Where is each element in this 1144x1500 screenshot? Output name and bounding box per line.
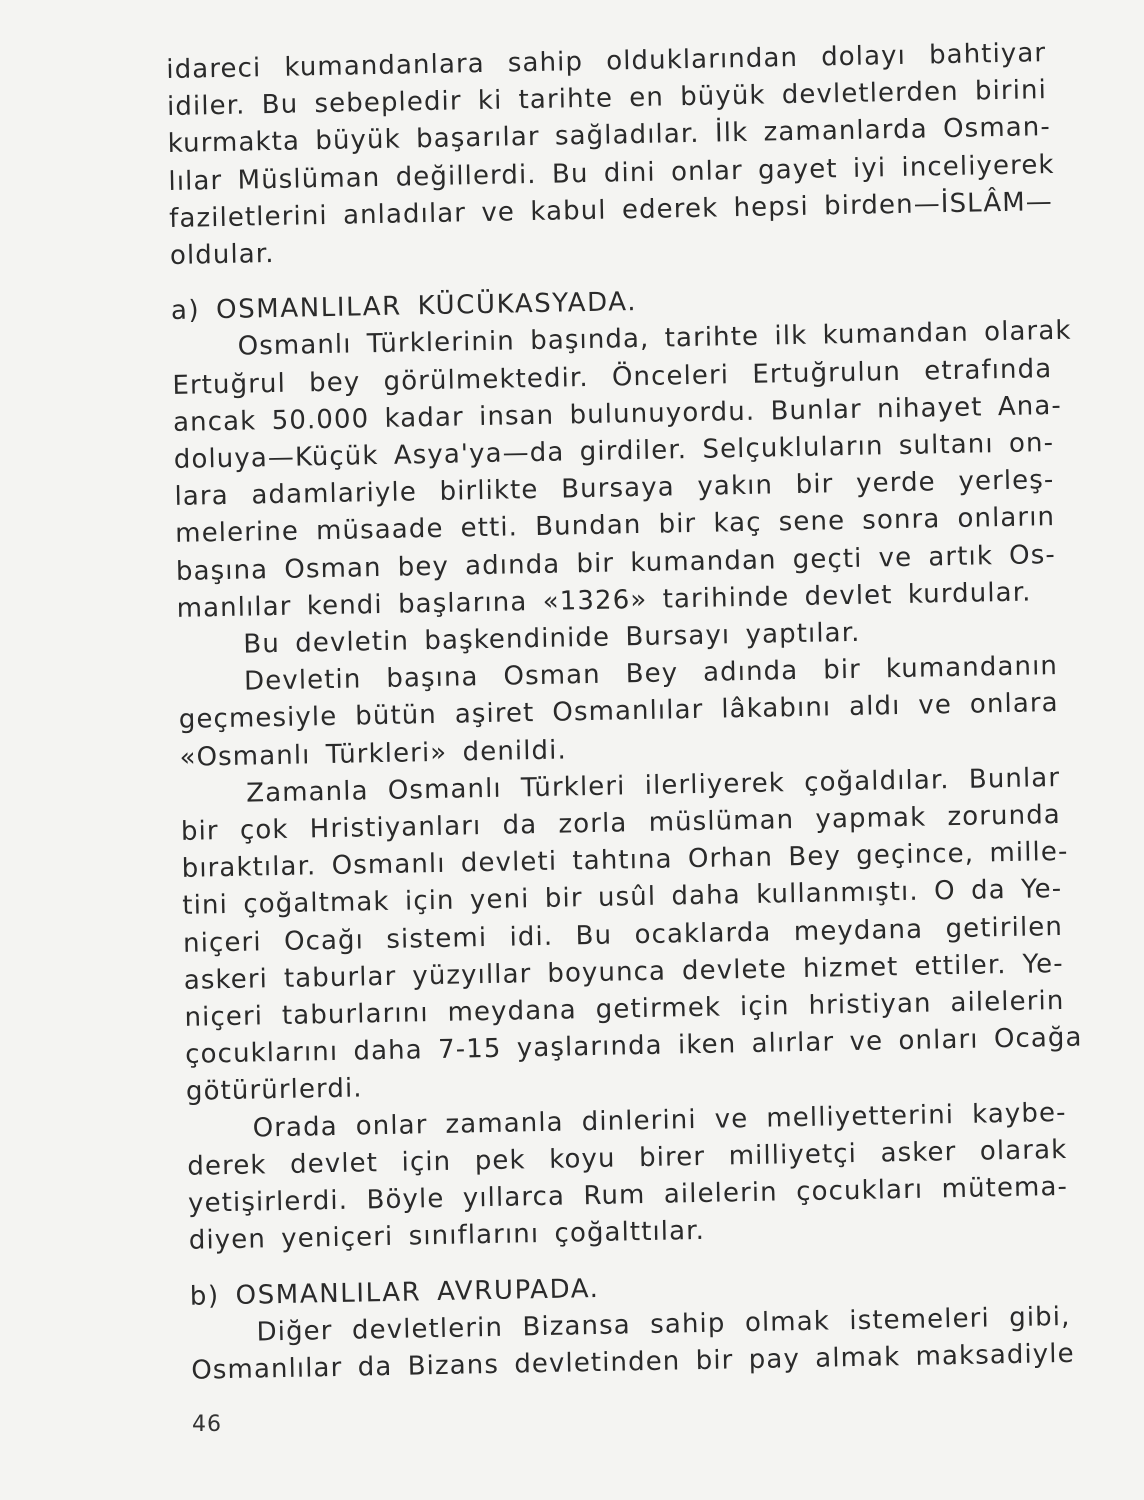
text-line: «Osmanlı Türkleri» denildi. — [179, 735, 568, 773]
text-line: Diğer devletlerin Bizansa sahip olmak istemeleri gibi, — [256, 1301, 1071, 1348]
text-line: askeri taburlar yüzyıllar boyunca devlete hizmet ettiler. Ye- — [183, 948, 1064, 996]
text-line: başına Osman bey adında bir kumandan geçti ve artık Os- — [175, 539, 1057, 587]
text-line: idareci kumandanlara sahip olduklarından dolayı bahtiyar — [166, 38, 1047, 85]
text-line: idiler. Bu sebepledir ki tarihte en büyük devletlerden birini — [166, 75, 1048, 123]
text-line: faziletlerini anladılar ve kabul ederek hepsi birden—İSLÂM— — [168, 186, 1054, 234]
text-line: bıraktılar. Osmanlı devleti tahtına Orhan Bey geçince, mille- — [181, 837, 1069, 885]
text-line: Ertuğrul bey görülmektedir. Önceleri Ertuğrulun etrafında — [172, 353, 1053, 401]
text-line: Orada onlar zamanla dinlerini ve melliyetterini kaybe- — [252, 1097, 1067, 1144]
text-line: çocuklarını daha 7-15 yaşlarında iken alırlar ve onları Ocağa — [184, 1022, 1083, 1071]
text-line: Zamanla Osmanlı Türkleri ilerliyerek çoğaldılar. Bunlar — [245, 762, 1061, 809]
text-line: bir çok Hristiyanları da zorla müslüman yapmak zorunda — [180, 800, 1062, 847]
text-line: melerine müsaade etti. Bundan bir kaç sene sonra onların — [174, 502, 1056, 550]
text-line: tini çoğaltmak için yeni bir usûl daha kullanmıştı. O da Ye- — [182, 874, 1063, 922]
text-line: ancak 50.000 kadar insan bulunuyordu. Bunlar nihayet Ana- — [172, 390, 1063, 438]
text-line: Osmanlı Türklerinin başında, tarihte ilk kumandan olarak — [237, 316, 1072, 363]
page-number: 46 — [192, 1412, 222, 1437]
text-line: yetişirlerdi. Böyle yıllarca Rum ailelerin çocukları mütema- — [187, 1171, 1069, 1219]
text-line: Osmanlılar da Bizans devletinden bir pay almak maksadiyle — [191, 1338, 1075, 1386]
body-text — [166, 35, 1083, 1390]
text-line: geçmesiyle bütün aşiret Osmanlılar lâkabını aldı ve onlara — [178, 688, 1059, 736]
text-line: Devletin başına Osman Bey adında bir kumandanın — [243, 651, 1059, 697]
text-line: oldular. — [169, 238, 275, 271]
text-line: niçeri Ocağı sistemi idi. Bu ocaklarda meydana getirilen — [182, 911, 1064, 959]
text-line: niçeri taburlarını meydana getirmek için hristiyan ailelerin — [184, 986, 1065, 1033]
section-heading-b: b) OSMANLILAR AVRUPADA. — [189, 1273, 600, 1312]
text-line: derek devlet için pek koyu birer milliyetçi asker olarak — [187, 1134, 1068, 1182]
text-line: manlılar kendi başlarına «1326» tarihinde devlet kurdular. — [176, 577, 1032, 624]
section-heading-a: a) OSMANLILAR KÜCÜKASYADA. — [170, 287, 638, 327]
text-line: Bu devletin başkendinide Bursayı yaptılar. — [243, 617, 861, 660]
text-line: götürürlerdi. — [185, 1073, 363, 1108]
text-line: lara adamlariyle birlikte Bursaya yakın bir yerde yerleş- — [174, 465, 1055, 513]
text-line: lılar Müslüman değillerdi. Bu dini onlar gayet iyi inceliyerek — [168, 149, 1055, 197]
text-line: kurmakta büyük başarılar sağladılar. İlk zamanlarda Osman- — [167, 112, 1052, 160]
text-line: diyen yeniçeri sınıflarını çoğalttılar. — [188, 1216, 706, 1257]
text-line: doluya—Küçük Asya'ya—da girdiler. Selçukluların sultanı on- — [173, 428, 1055, 475]
